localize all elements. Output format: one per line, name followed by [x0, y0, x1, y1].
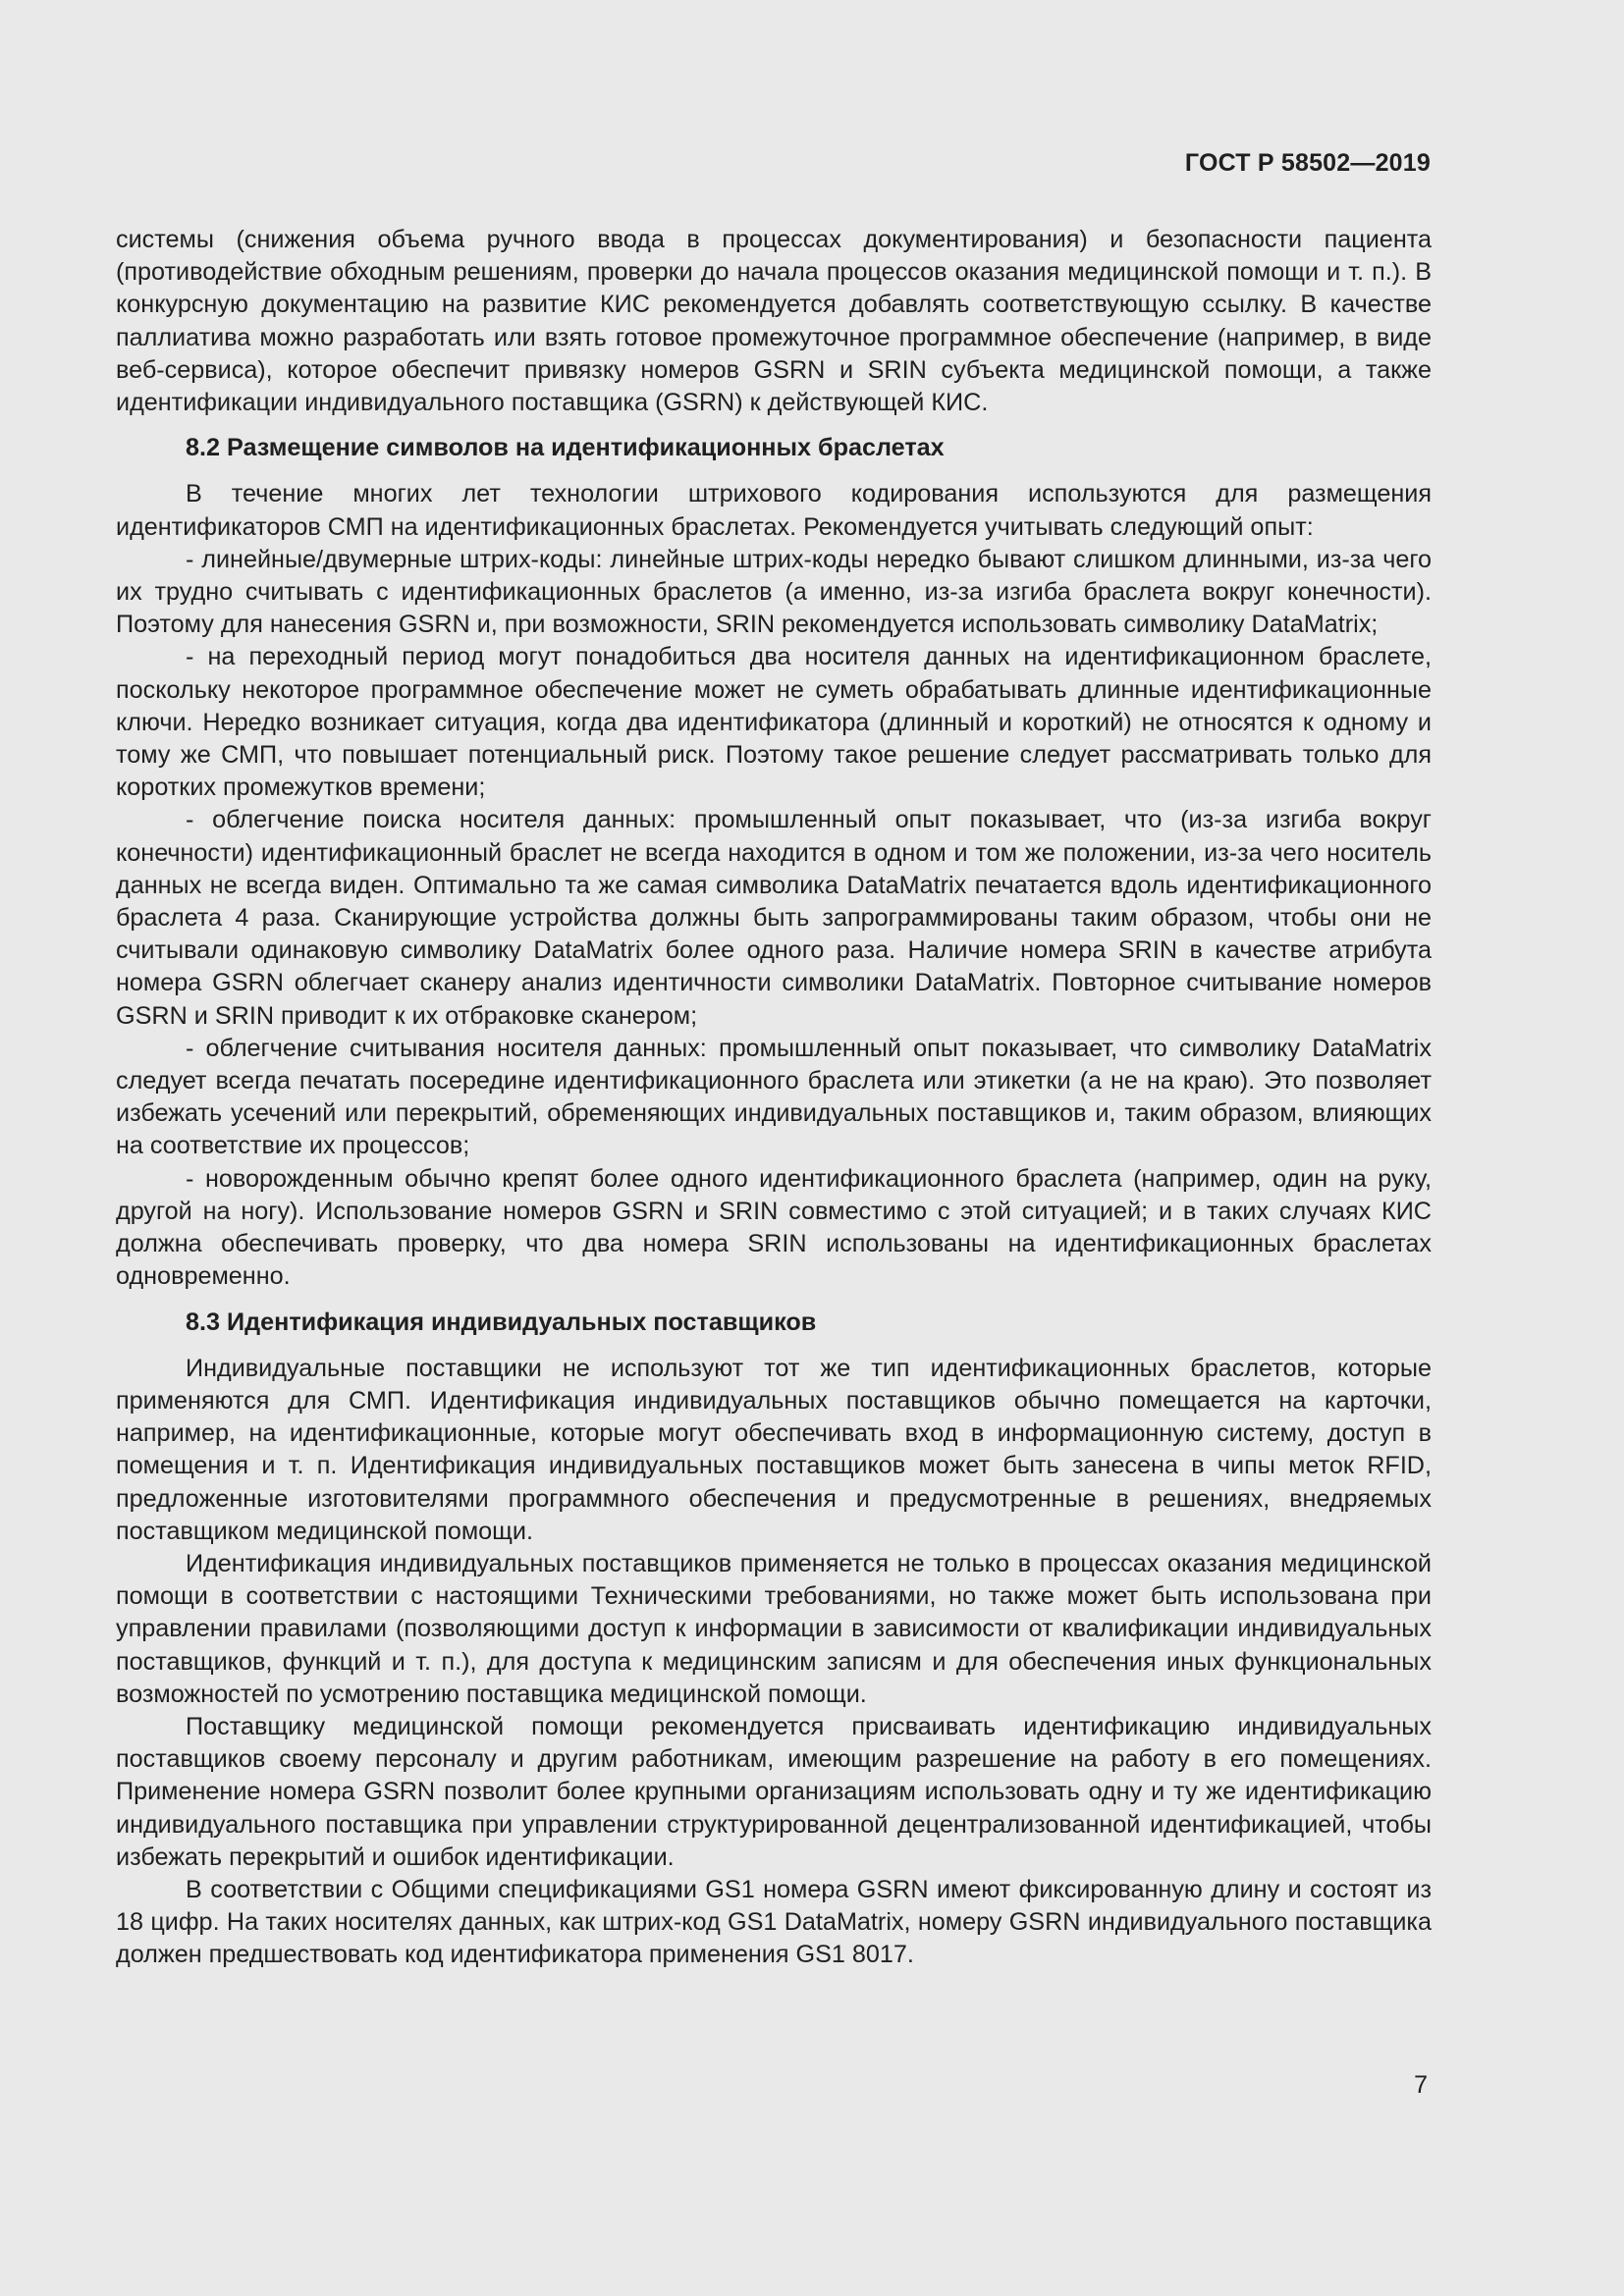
paragraph-gs1-specifications: В соответствии с Общими спецификациями GS1 номера GSRN имеют фиксированную длину и состоят из 18 цифр. На таких носителях данных, как штрих-код GS1 DataMatrix, номеру GSRN индивидуального поставщика должен предшествовать код идентификатора применения GS1 8017. — [116, 1875, 1432, 1969]
paragraph-assign-identification: Поставщику медицинской помощи рекомендуется присваивать идентификацию индивидуальных поставщиков своему персоналу и другим работникам, имеющим разрешение на работу в его помещениях. Применение номера GSRN позволит более крупными организациям использовать одну и ту же идентификацию индивидуального поставщика при управлении структурированной децентрализованной идентификацией, чтобы избежать перекрытий и ошибок идентификации. — [116, 1712, 1432, 1871]
section-heading-8-2: 8.2 Размещение символов на идентификационных браслетах — [186, 434, 945, 462]
paragraph-providers-identification: Идентификация индивидуальных поставщиков применяется не только в процессах оказания медицинской помощи в соответствии с настоящими Техническими требованиями, но также может быть использована при управлении правилами (позволяющими доступ к информации в зависимости от квалификации индивидуальных поставщиков, функций и т. п.), для доступа к медицинским записям и для обеспечения иных функциональных возможностей по усмотрению поставщика медицинской помощи. — [116, 1549, 1432, 1708]
list-item-newborns: - новорожденным обычно крепят более одного идентификационного браслета (например, один на руку, другой на ногу). Использование номеров GSRN и SRIN совместимо с этой ситуацией; и в таких случаях КИС должна обеспечивать проверку, что два номера SRIN использованы на идентификационных браслетах одновременно. — [116, 1164, 1432, 1291]
paragraph-providers-bracelets: Индивидуальные поставщики не используют тот же тип идентификационных браслетов, которые применяются для СМП. Идентификация индивидуальных поставщиков обычно помещается на карточки, например, на идентификационные, которые могут обеспечивать вход в информационную систему, доступ в помещения и т. п. Идентификация индивидуальных поставщиков может быть занесена в чипы меток RFID, предложенные изготовителями программного обеспечения и предусмотренные в решениях, внедряемых поставщиком медицинской помощи. — [116, 1354, 1432, 1545]
paragraph-intro-8-2: В течение многих лет технологии штрихового кодирования используются для размещения идентификаторов СМП на идентификационных браслетах. Рекомендуется учитывать следующий опыт: — [116, 480, 1432, 541]
paragraph-continuation: системы (снижения объема ручного ввода в процессах документирования) и безопасности пациента (противодействие обходным решениям, проверки до начала процессов оказания медицинской помощи и т. п.). В конкурсную документацию на развитие КИС рекомендуется добавлять соответствующую ссылку. В качестве паллиатива можно разработать или взять готовое промежуточное программное обеспечение (например, в виде веб-сервиса), которое обеспечит привязку номеров GSRN и SRIN субъекта медицинской помощи, а также идентификации индивидуального поставщика (GSRN) к действующей КИС. — [116, 226, 1432, 417]
list-item-transition-period: - на переходный период могут понадобиться два носителя данных на идентификационном браслете, поскольку некоторое программное обеспечение может не суметь обрабатывать длинные идентификационные ключи. Нередко возникает ситуация, когда два идентификатора (длинный и короткий) не относятся к одному и тому же СМП, что повышает потенциальный риск. Поэтому такое решение следует рассматривать только для коротких промежутков времени; — [116, 643, 1432, 802]
list-item-reading-carrier: - облегчение считывания носителя данных: промышленный опыт показывает, что символику DataMatrix следует всегда печатать посередине идентификационного браслета или этикетки (а не на краю). Это позволяет избежать усечений или перекрытий, обременяющих индивидуальных поставщиков и, таким образом, влияющих на соответствие их процессов; — [116, 1034, 1432, 1160]
document-body — [116, 224, 1432, 1972]
page-number: 7 — [1414, 2071, 1428, 2099]
list-item-barcodes: - линейные/двумерные штрих-коды: линейные штрих-коды нередко бывают слишком длинными, из-за чего их трудно считывать с идентификационных браслетов (а именно, из-за изгиба браслета вокруг конечности). Поэтому для нанесения GSRN и, при возможности, SRIN рекомендуется использовать символику DataMatrix; — [116, 545, 1432, 639]
list-item-search-carrier: - облегчение поиска носителя данных: промышленный опыт показывает, что (из-за изгиба вокруг конечности) идентификационный браслет не всегда находится в одном и том же положении, из-за чего носитель данных не всегда виден. Оптимально та же самая символика DataMatrix печатается вдоль идентификационного браслета 4 раза. Сканирующие устройства должны быть запрограммированы таким образом, чтобы они не считывали одинаковую символику DataMatrix более одного раза. Наличие номера SRIN в качестве атрибута номера GSRN облегчает сканеру анализ идентичности символики DataMatrix. Повторное считывание номеров GSRN и SRIN приводит к их отбраковке сканером; — [116, 806, 1432, 1030]
section-heading-8-3: 8.3 Идентификация индивидуальных поставщиков — [186, 1308, 817, 1336]
document-header-id: ГОСТ Р 58502—2019 — [1184, 149, 1431, 177]
